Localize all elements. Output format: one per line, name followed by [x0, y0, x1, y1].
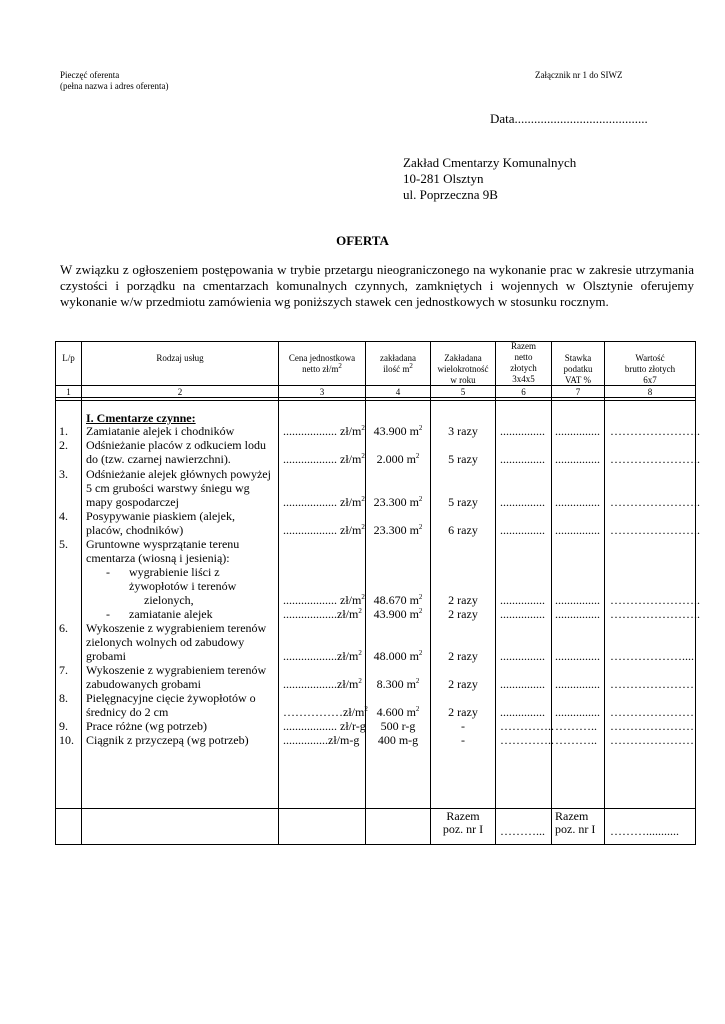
unit-price-text: .................. zł/m: [283, 523, 362, 537]
unit-sup: 2: [418, 593, 423, 601]
service-line: do (tzw. czarnej nawierzchni).: [86, 452, 231, 466]
date-field: Data.........................................: [490, 111, 648, 126]
header-net-total: [496, 341, 551, 385]
net-total-cell: ...............: [500, 593, 545, 607]
lp-number: 7.: [59, 663, 68, 677]
header-gross-value: [605, 353, 695, 386]
header-unit-price-line1: Cena jednostkowa: [288, 353, 356, 363]
col-divider: [551, 341, 552, 845]
vat-rate-cell: ………..: [555, 719, 597, 733]
header-quantity-sup: 2: [409, 362, 413, 370]
vat-rate-cell: ...............: [555, 523, 600, 537]
column-number: 8: [647, 387, 653, 397]
unit-price-cell: [283, 706, 368, 719]
unit-price-cell: [283, 453, 365, 466]
unit-sup: 2: [415, 452, 420, 460]
net-total-cell: ...............: [500, 677, 545, 691]
quantity-cell: [366, 453, 430, 466]
quantity-text: 8.300 m: [376, 677, 416, 691]
service-line: Zamiatanie alejek i chodników: [86, 424, 235, 438]
vat-rate-cell: ...............: [555, 452, 600, 466]
footer-divider: [55, 808, 696, 809]
quantity-cell: [366, 706, 430, 719]
quantity-cell: [366, 678, 430, 691]
annex-label: Załącznik nr 1 do SIWZ: [535, 70, 623, 80]
net-sum-label: [431, 810, 495, 836]
gross-value-cell: …………………: [610, 677, 694, 691]
gross-sum-label: [555, 810, 595, 836]
list-dash: -: [106, 607, 110, 621]
lp-number: 8.: [59, 691, 68, 705]
header-gross-line2: brutto złotych: [624, 364, 676, 374]
col-divider: [81, 341, 82, 845]
header-lp-text: L/p: [62, 353, 75, 363]
address-line-3: ul. Poprzeczna 9B: [403, 187, 498, 202]
service-line: 5 cm grubości warstwy śniegu wg: [86, 481, 250, 495]
gross-sum-label-line1: Razem: [555, 809, 589, 823]
net-sum-label-line2: poz. nr I: [442, 822, 484, 836]
gross-sum-value: ………...........: [610, 824, 679, 838]
gross-value-cell: ………………....: [610, 649, 694, 663]
unit-sup: 2: [361, 523, 365, 531]
net-total-cell: …………..: [500, 733, 554, 747]
gross-value-cell: …………………: [610, 719, 694, 733]
unit-sup: 2: [361, 593, 365, 601]
header-multiplicity-line3: w roku: [450, 375, 476, 385]
gross-value-cell: …………………..: [610, 607, 700, 621]
unit-price-cell: [283, 425, 365, 438]
unit-price-cell: [283, 720, 366, 733]
header-net-line1: Razem: [511, 341, 536, 351]
header-quantity-line2: ilość m: [383, 364, 410, 374]
lp-number: 9.: [59, 719, 68, 733]
quantity-text: 23.300 m: [373, 495, 419, 509]
unit-sup: 2: [361, 452, 365, 460]
gross-value-cell: …………………..: [610, 452, 700, 466]
header-vat-rate: [552, 353, 604, 386]
service-line: średnicy do 2 cm: [86, 705, 169, 719]
header-unit-price-sup: 2: [338, 362, 342, 370]
multiplicity-cell: -: [461, 719, 465, 733]
unit-sup: 2: [415, 677, 420, 685]
net-sum-label-line1: Razem: [446, 809, 480, 823]
quantity-cell: [366, 496, 430, 509]
vat-rate-cell: ………..: [555, 733, 597, 747]
multiplicity-cell: -: [461, 733, 465, 747]
lp-number: 1.: [59, 424, 68, 438]
service-line: Odśnieżanie placów z odkuciem lodu: [86, 438, 266, 452]
header-quantity-line1: zakładana: [380, 353, 416, 363]
header-net-line4: 3x4x5: [512, 374, 535, 384]
quantity-text: 4.600 m: [376, 705, 416, 719]
quantity-cell: [366, 425, 430, 438]
address-line-1: Zakład Cmentarzy Komunalnych: [403, 155, 577, 170]
body-top-line: [55, 400, 696, 401]
service-line: Ciągnik z przyczepą (wg potrzeb): [86, 733, 249, 747]
gross-sum-label-line2: poz. nr I: [555, 822, 596, 836]
quantity-text: 43.900 m: [373, 424, 419, 438]
unit-price-text: .................. zł/m: [283, 495, 362, 509]
quantity-text: 2.000 m: [376, 452, 416, 466]
col-divider: [604, 341, 605, 845]
unit-price-cell: [283, 734, 359, 747]
header-service: [82, 353, 278, 364]
unit-sup: 2: [418, 495, 423, 503]
service-line: zielonych wolnych od zabudowy: [86, 635, 245, 649]
header-unit-price: [279, 353, 365, 375]
quantity-text: 500 r-g: [380, 719, 416, 733]
net-total-cell: ...............: [500, 607, 545, 621]
lp-number: 5.: [59, 537, 68, 551]
header-service-text: Rodzaj usług: [156, 353, 204, 363]
quantity-text: 48.000 m: [373, 649, 419, 663]
unit-price-cell: [283, 650, 362, 663]
service-line: Pielęgnacyjne cięcie żywopłotów o: [86, 691, 256, 705]
quantity-cell: [366, 720, 430, 733]
stamp-label: Pieczęć oferenta: [60, 70, 120, 80]
multiplicity-cell: 2 razy: [448, 607, 478, 621]
unit-price-text: ...............zł/m-g: [283, 733, 360, 747]
column-number: 1: [66, 387, 71, 397]
unit-sup: 2: [415, 705, 420, 713]
header-unit-price-line2: netto zł/m: [302, 364, 339, 374]
bidder-stamp: [60, 70, 168, 92]
lp-number: 2.: [59, 438, 68, 452]
header-gross-line1: Wartość: [635, 353, 665, 363]
multiplicity-cell: 6 razy: [448, 523, 478, 537]
column-number: 2: [177, 387, 183, 397]
net-total-cell: ...............: [500, 649, 545, 663]
unit-sup: 2: [358, 677, 362, 685]
service-line: cmentarza (wiosną i jesienią):: [86, 551, 230, 565]
service-line: Wykoszenie z wygrabieniem terenów: [86, 621, 267, 635]
unit-price-text: .................. zł/m: [283, 593, 362, 607]
service-line: zabudowanych grobami: [86, 677, 201, 691]
vat-rate-cell: ...............: [555, 649, 600, 663]
net-total-cell: ...............: [500, 424, 545, 438]
table-border-top: [55, 341, 696, 342]
gross-value-cell: …………………: [610, 705, 694, 719]
header-vat-line2: podatku: [563, 364, 593, 374]
col-divider: [278, 341, 279, 845]
unit-price-cell: [283, 608, 362, 621]
unit-price-text: ..................zł/m: [283, 607, 359, 621]
unit-sup: 2: [418, 523, 423, 531]
multiplicity-cell: 2 razy: [448, 593, 478, 607]
service-line: Wykoszenie z wygrabieniem terenów: [86, 663, 267, 677]
lp-number: 10.: [59, 733, 74, 747]
unit-sup: 2: [364, 705, 368, 713]
service-line: żywopłotów i terenów: [129, 579, 237, 593]
unit-price-cell: [283, 594, 365, 607]
multiplicity-cell: 2 razy: [448, 677, 478, 691]
unit-sup: 2: [418, 649, 423, 657]
header-multiplicity-line2: wielokrotność: [437, 364, 489, 374]
unit-sup: 2: [418, 607, 423, 615]
service-line: Prace różne (wg potrzeb): [86, 719, 207, 733]
vat-rate-cell: ...............: [555, 593, 600, 607]
column-number: 5: [460, 387, 466, 397]
unit-sup: 2: [358, 607, 362, 615]
header-vat-line3: VAT %: [565, 375, 591, 385]
service-line: Posypywanie piaskiem (alejek,: [86, 509, 235, 523]
header-vat-line1: Stawka: [564, 353, 592, 363]
unit-sup: 2: [361, 495, 365, 503]
lp-number: 4.: [59, 509, 68, 523]
lp-number: 6.: [59, 621, 68, 635]
lp-number: 3.: [59, 467, 68, 481]
vat-rate-cell: ...............: [555, 424, 600, 438]
col-divider: [365, 341, 366, 845]
col-divider: [430, 341, 431, 845]
document-title: OFERTA: [336, 233, 389, 248]
list-dash: -: [106, 565, 110, 579]
recipient-address: [403, 155, 576, 203]
gross-value-cell: …………………..: [610, 523, 700, 537]
column-number: 7: [575, 387, 581, 397]
unit-sup: 2: [358, 649, 362, 657]
header-lp: [56, 353, 81, 364]
col-divider: [495, 341, 496, 845]
quantity-cell: [366, 608, 430, 621]
unit-price-cell: [283, 524, 365, 537]
unit-price-text: .................. zł/m: [283, 424, 362, 438]
net-total-cell: ...............: [500, 495, 545, 509]
multiplicity-cell: 3 razy: [448, 424, 478, 438]
unit-sup: 2: [361, 424, 365, 432]
header-multiplicity-line1: Zakładana: [444, 353, 482, 363]
column-number: 3: [319, 387, 325, 397]
net-total-cell: ...............: [500, 705, 545, 719]
vat-rate-cell: ...............: [555, 607, 600, 621]
header-net-line3: złotych: [510, 363, 537, 373]
quantity-text: 23.300 m: [373, 523, 419, 537]
net-sum-value: ………...: [500, 824, 545, 838]
unit-price-text: .................. zł/r-g: [283, 719, 366, 733]
unit-price-text: .................. zł/m: [283, 452, 362, 466]
vat-rate-cell: ...............: [555, 677, 600, 691]
service-line: mapy gospodarczej: [86, 495, 179, 509]
unit-price-text: ..................zł/m: [283, 649, 359, 663]
gross-value-cell: …………………: [610, 733, 694, 747]
net-total-cell: ...............: [500, 523, 545, 537]
section-title: I. Cmentarze czynne:: [86, 411, 196, 425]
header-net-line2: netto: [514, 352, 533, 362]
multiplicity-cell: 5 razy: [448, 495, 478, 509]
multiplicity-cell: 2 razy: [448, 705, 478, 719]
vat-rate-cell: ...............: [555, 495, 600, 509]
header-gross-line3: 6x7: [643, 375, 657, 385]
table-border-bottom: [55, 844, 696, 845]
net-total-cell: …………..: [500, 719, 554, 733]
service-line: zielonych,: [144, 593, 194, 607]
gross-value-cell: …………………..: [610, 593, 700, 607]
column-number: 6: [521, 387, 526, 397]
quantity-cell: [366, 524, 430, 537]
unit-price-text: ..................zł/m: [283, 677, 359, 691]
service-line: grobami: [86, 649, 126, 663]
unit-price-cell: [283, 678, 362, 691]
service-line: placów, chodników): [86, 523, 184, 537]
quantity-cell: [366, 734, 430, 747]
header-multiplicity: [431, 353, 495, 386]
service-line: Odśnieżanie alejek głównych powyżej: [86, 467, 271, 481]
quantity-cell: [366, 594, 430, 607]
header-quantity: [366, 353, 430, 375]
col-divider: [55, 341, 56, 845]
multiplicity-cell: 5 razy: [448, 452, 478, 466]
gross-value-cell: …………………..: [610, 424, 700, 438]
column-number: 4: [395, 387, 401, 397]
net-total-cell: ...............: [500, 452, 545, 466]
multiplicity-cell: 2 razy: [448, 649, 478, 663]
service-line: Gruntowne wysprzątanie terenu: [86, 537, 240, 551]
quantity-text: 48.670 m: [373, 593, 419, 607]
gross-value-cell: …………………..: [610, 495, 700, 509]
stamp-sublabel: (pełna nazwa i adres oferenta): [60, 81, 169, 91]
unit-price-text: ……………zł/m: [283, 705, 365, 719]
quantity-cell: [366, 650, 430, 663]
address-line-2: 10-281 Olsztyn: [403, 171, 484, 186]
intro-paragraph: W związku z ogłoszeniem postępowania w trybie przetargu nieograniczonego na wykonanie prac w zakresie utrzymania czystości i porządku na cmentarzach komunalnych czynnych, zamkniętych i wojennych w Olsztynie oferujemy wykonanie w/w przedmiotu zamówienia wg poniższych stawek cen jednostkowych w stosunku rocznym.: [60, 262, 694, 309]
quantity-text: 43.900 m: [373, 607, 419, 621]
unit-sup: 2: [418, 424, 423, 432]
vat-rate-cell: ...............: [555, 705, 600, 719]
quantity-text: 400 m-g: [377, 733, 419, 747]
service-line: zamiatanie alejek: [129, 607, 213, 621]
unit-price-cell: [283, 496, 365, 509]
service-line: wygrabienie liści z: [129, 565, 220, 579]
